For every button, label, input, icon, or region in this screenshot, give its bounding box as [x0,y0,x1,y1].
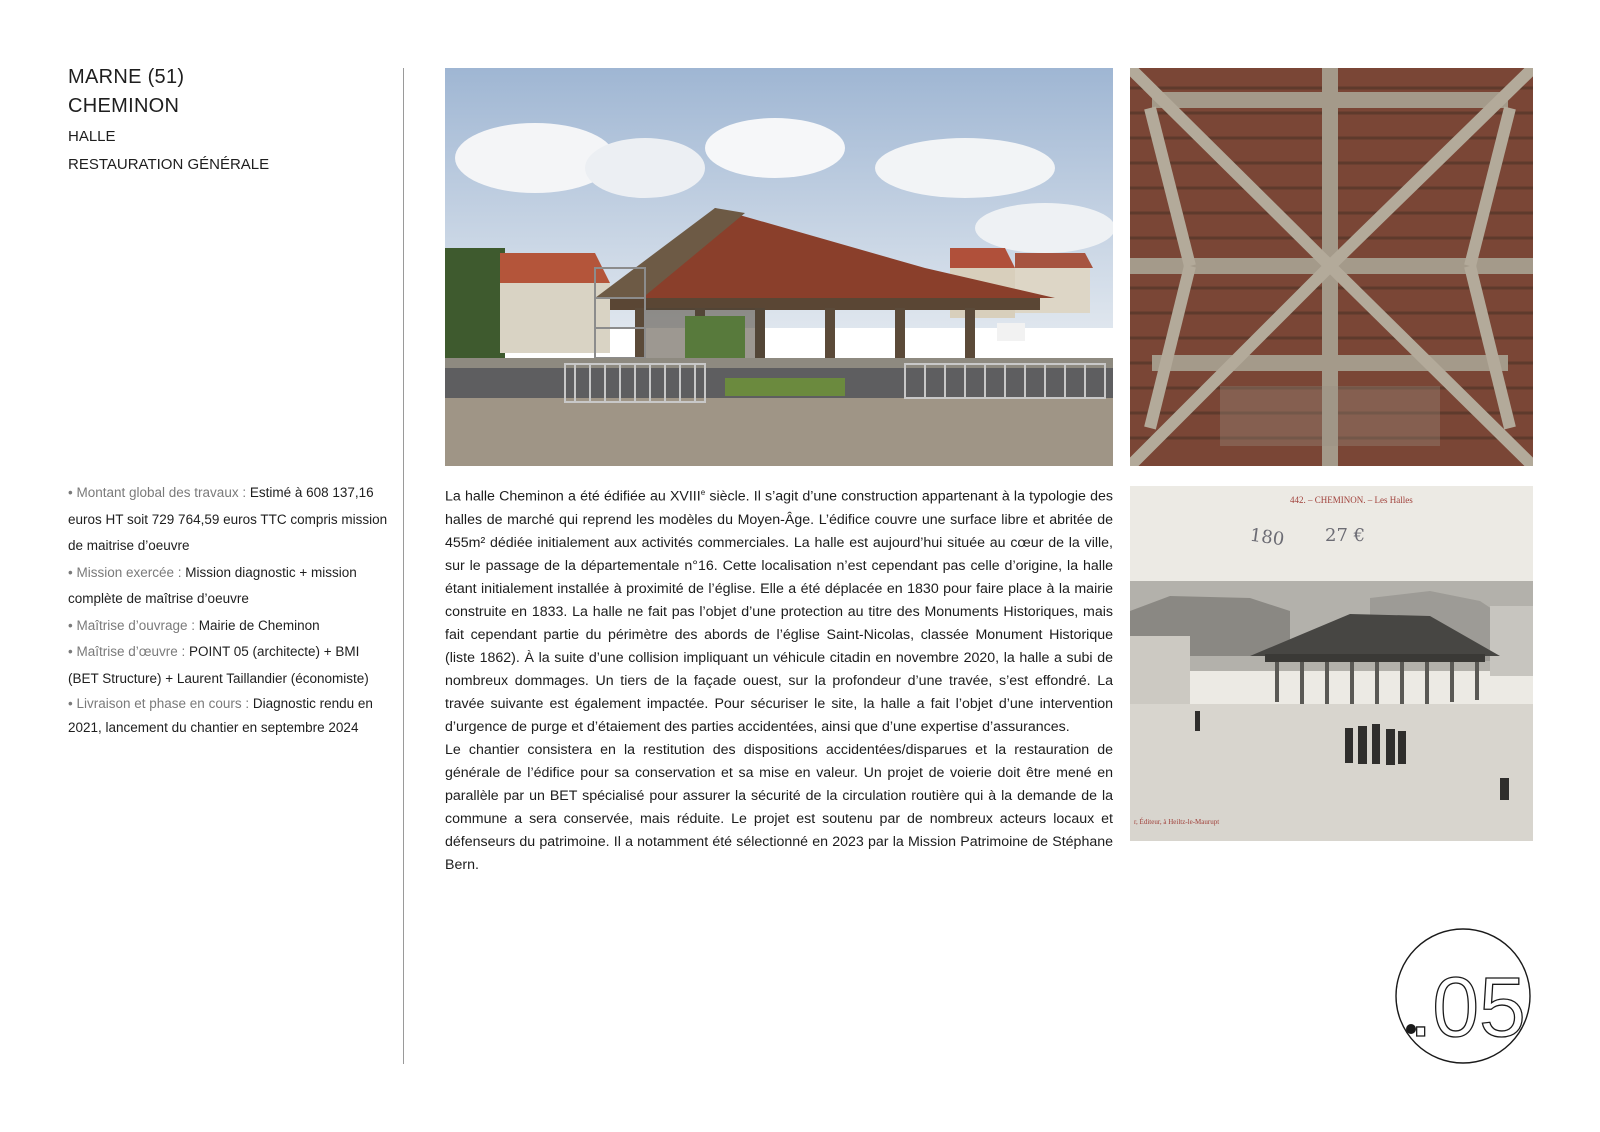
fact-value: POINT 05 (architecte) + BMI (BET Structure) + Laurent Taillandier (économiste) [68,644,369,686]
building-type: HALLE [68,128,116,145]
logo-text: .05 [1409,960,1526,1054]
fact-value: Estimé à 608 137,16 euros HT soit 729 764,59 euros TTC compris mission de maitrise d’oeuvre [68,485,388,553]
project-description [445,481,1113,877]
fact-label: • Livraison et phase en cours : [68,696,253,711]
fact-label: • Maîtrise d’œuvre : [68,644,189,659]
postcard-publisher: r, Éditeur, à Heiltz-le-Maurupt [1134,818,1220,826]
fact-label: • Montant global des travaux : [68,485,250,500]
fact-value: Mairie de Cheminon [198,617,320,633]
column-divider [403,68,404,1064]
description-text: siècle. Il s’agit d’une construction appartenant à la typologie des halles de marché qui reprend les modèles du Moyen-Âge. L’édifice couvre une surface libre et abritée de 455m² dédiée initialement aux activités commerciales. La halle est aujourd’hui située au cœur de la ville, sur le passage de la départementale n°16. Cette localisation n’est cependant pas celle d’origine, la halle étant initialement installée à proximité de l’église. Elle a été déplacée en 1830 pour faire place à la mairie construite en 1833. La halle ne fait pas l’objet d’une protection au titre des Monuments Historiques, mais fait cependant partie du périmètre des abords de l’église Saint-Nicolas, classée Monument Historique (liste 1862). À la suite d’une collision impliquant un véhicule citadin en novembre 2020, la halle a subi de nombreux dommages. Un tiers de la façade ouest, sur la profondeur d’une travée, s’est effondré. La travée suivante est également impactée. Pour sécuriser le site, la halle a fait l’objet d’une intervention d’urgence de purge et d’étaiement des parties accidentées, ainsi que d’une expertise d’assurances. [445,488,1114,735]
handwritten-note-1: 180 [1248,524,1286,551]
roof-framework-photo [1130,68,1533,466]
handwritten-note-2: 27 € [1325,525,1366,546]
fact-budget [68,480,388,560]
description-paragraph-1 [445,481,1113,739]
fact-contractor [68,639,388,692]
town-title: CHEMINON [68,95,180,117]
description-paragraph-2: Le chantier consistera en la restitution des dispositions accidentées/disparues et la restauration de générale de l’édifice pour sa conservation et sa mise en valeur. Un projet de voierie doit être mené en parallèle par un BET spécialisé pour assurer la sécurité de la circulation routière qui à la demande de la commune a sera conservée, mais réduite. Le projet est soutenu par de nombreux acteurs locaux et défenseurs du patrimoine. Il a notamment été sélectionné en 2023 par la Mission Patrimoine de Stéphane Bern. [445,741,1113,873]
project-facts [68,480,388,740]
fact-value: Diagnostic rendu en 2021, lancement du chantier en septembre 2024 [68,696,373,735]
halle-exterior-photo [445,68,1113,466]
description-text: La halle Cheminon a été édifiée au XVIII [445,488,701,505]
mission-type: RESTAURATION GÉNÉRALE [68,156,270,173]
fact-value: Mission diagnostic + mission complète de maîtrise d’oeuvre [68,564,357,606]
historic-postcard [1130,486,1533,841]
superscript: e [700,488,706,497]
postcard-caption: 442. – CHEMINON. – Les Halles [1290,495,1413,505]
department-title: MARNE (51) [68,66,185,88]
point05-logo [1393,926,1533,1066]
fact-label: • Mission exercée : [68,564,186,580]
fact-label: • Maîtrise d’ouvrage : [68,617,199,633]
fact-owner [68,613,388,640]
fact-mission [68,560,388,613]
fact-delivery [68,692,388,740]
